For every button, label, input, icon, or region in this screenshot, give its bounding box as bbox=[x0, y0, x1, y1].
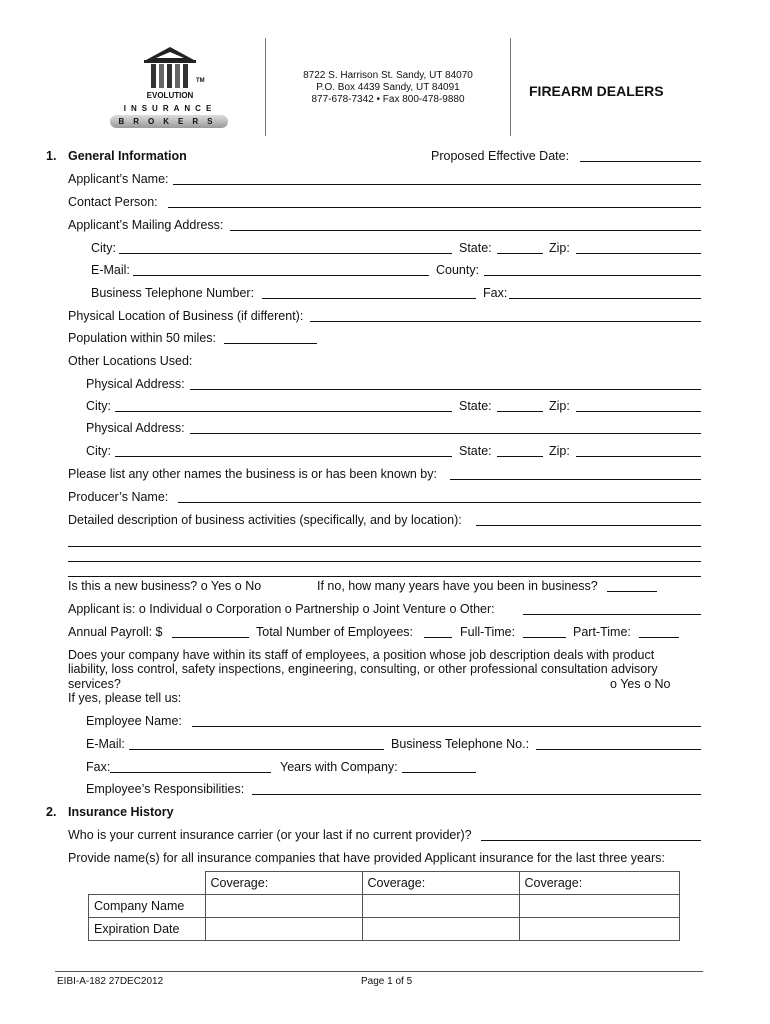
zip-2-label: Zip: bbox=[549, 399, 570, 413]
company-name-cell-1[interactable] bbox=[205, 895, 362, 918]
population-label: Population within 50 miles: bbox=[68, 331, 216, 345]
applicant-name-label: Applicant’s Name: bbox=[68, 172, 169, 186]
logo-tm: TM bbox=[196, 78, 205, 84]
physical-address-2-field[interactable] bbox=[190, 433, 701, 434]
physical-address-1-field[interactable] bbox=[190, 389, 701, 390]
years-with-company-label: Years with Company: bbox=[280, 760, 398, 774]
state-3-field[interactable] bbox=[497, 456, 543, 457]
footer-divider bbox=[55, 971, 703, 972]
description-field-3[interactable] bbox=[68, 561, 701, 562]
physical-location-label: Physical Location of Business (if different): bbox=[68, 309, 304, 323]
population-field[interactable] bbox=[224, 343, 317, 344]
expiration-date-cell-2[interactable] bbox=[362, 918, 519, 941]
company-name-cell-3[interactable] bbox=[519, 895, 680, 918]
table-row bbox=[89, 895, 680, 918]
email-field[interactable] bbox=[133, 275, 429, 276]
building-icon bbox=[108, 44, 232, 94]
city-label: City: bbox=[91, 241, 116, 255]
header-divider-right bbox=[510, 38, 511, 136]
other-names-label: Please list any other names the business is or has been known by: bbox=[68, 467, 437, 481]
zip-3-label: Zip: bbox=[549, 444, 570, 458]
expiration-date-row-label: Expiration Date bbox=[89, 918, 206, 941]
years-in-business-field[interactable] bbox=[607, 591, 657, 592]
address-line-1: 8722 S. Harrison St. Sandy, UT 84070 bbox=[303, 70, 473, 81]
city-3-field[interactable] bbox=[115, 456, 452, 457]
city-3-label: City: bbox=[86, 444, 111, 458]
table-row bbox=[89, 918, 680, 941]
section-2-number: 2. bbox=[46, 805, 57, 819]
employee-phone-label: Business Telephone No.: bbox=[391, 737, 530, 751]
zip-label: Zip: bbox=[549, 241, 570, 255]
fax-label: Fax: bbox=[483, 286, 508, 300]
new-business-question[interactable]: Is this a new business? o Yes o No bbox=[68, 579, 262, 593]
total-employees-label: Total Number of Employees: bbox=[256, 625, 414, 639]
form-title: FIREARM DEALERS bbox=[529, 83, 664, 99]
employee-name-field[interactable] bbox=[192, 726, 701, 727]
section-2-title: Insurance History bbox=[68, 805, 174, 819]
part-time-label: Part-Time: bbox=[573, 625, 631, 639]
if-yes-label: If yes, please tell us: bbox=[68, 691, 182, 705]
full-time-field[interactable] bbox=[523, 637, 566, 638]
business-phone-field[interactable] bbox=[262, 298, 476, 299]
zip-3-field[interactable] bbox=[576, 456, 701, 457]
physical-address-2-label: Physical Address: bbox=[86, 421, 185, 435]
description-field-1[interactable] bbox=[476, 525, 701, 526]
header-divider-left bbox=[265, 38, 266, 136]
section-1-number: 1. bbox=[46, 149, 57, 163]
state-3-label: State: bbox=[459, 444, 492, 458]
employee-name-label: Employee Name: bbox=[86, 714, 182, 728]
coverage-header-2: Coverage: bbox=[362, 872, 519, 895]
description-label: Detailed description of business activities (specifically, and by location): bbox=[68, 513, 462, 527]
form-id: EIBI-A-182 27DEC2012 bbox=[57, 976, 164, 987]
employee-fax-label: Fax: bbox=[86, 760, 111, 774]
other-locations-label: Other Locations Used: bbox=[68, 354, 193, 368]
company-name-cell-2[interactable] bbox=[362, 895, 519, 918]
applicant-name-field[interactable] bbox=[173, 184, 701, 185]
years-in-business-label: If no, how many years have you been in business? bbox=[317, 579, 598, 593]
state-label: State: bbox=[459, 241, 492, 255]
address-line-2: P.O. Box 4439 Sandy, UT 84091 bbox=[316, 82, 460, 93]
current-carrier-label: Who is your current insurance carrier (or your last if no current provider)? bbox=[68, 828, 472, 842]
contact-person-field[interactable] bbox=[168, 207, 701, 208]
city-2-field[interactable] bbox=[115, 411, 452, 412]
annual-payroll-label: Annual Payroll: $ bbox=[68, 625, 163, 639]
insurance-history-table bbox=[88, 871, 680, 941]
effective-date-field[interactable] bbox=[580, 161, 701, 162]
employee-phone-field[interactable] bbox=[536, 749, 701, 750]
logo-insurance: INSURANCE bbox=[123, 104, 217, 113]
state-2-label: State: bbox=[459, 399, 492, 413]
employee-fax-field[interactable] bbox=[110, 772, 271, 773]
effective-date-label: Proposed Effective Date: bbox=[431, 149, 570, 163]
responsibilities-field[interactable] bbox=[252, 794, 701, 795]
applicant-type-options[interactable]: Applicant is: o Individual o Corporation o Partnership o Joint Venture o Other: bbox=[68, 602, 495, 616]
staff-question-line-3: services? bbox=[68, 677, 121, 691]
staff-question-line-2: liability, loss control, safety inspections, engineering, consulting, or other professional consultation advisory bbox=[68, 662, 658, 676]
applicant-other-field[interactable] bbox=[523, 614, 701, 615]
other-names-field[interactable] bbox=[450, 479, 701, 480]
state-2-field[interactable] bbox=[497, 411, 543, 412]
zip-field[interactable] bbox=[576, 253, 701, 254]
logo-evolution: EVOLUTION bbox=[146, 91, 194, 100]
provide-names-label: Provide name(s) for all insurance companies that have provided Applicant insurance for the last three years: bbox=[68, 851, 665, 865]
coverage-header-1: Coverage: bbox=[205, 872, 362, 895]
business-phone-label: Business Telephone Number: bbox=[91, 286, 255, 300]
physical-location-field[interactable] bbox=[310, 321, 701, 322]
address-line-3: 877-678-7342 • Fax 800-478-9880 bbox=[311, 94, 465, 105]
city-field[interactable] bbox=[119, 253, 452, 254]
producer-name-label: Producer’s Name: bbox=[68, 490, 169, 504]
mailing-address-field[interactable] bbox=[230, 230, 701, 231]
page-number: Page 1 of 5 bbox=[361, 976, 413, 987]
staff-yes-no-options[interactable]: o Yes o No bbox=[610, 677, 671, 691]
logo-brokers: BROKERS bbox=[118, 117, 222, 126]
annual-payroll-field[interactable] bbox=[172, 637, 249, 638]
state-field[interactable] bbox=[497, 253, 543, 254]
producer-name-field[interactable] bbox=[178, 502, 701, 503]
table-corner-cell bbox=[89, 872, 206, 895]
county-field[interactable] bbox=[484, 275, 701, 276]
expiration-date-cell-3[interactable] bbox=[519, 918, 680, 941]
company-logo bbox=[108, 44, 232, 130]
years-with-company-field[interactable] bbox=[402, 772, 476, 773]
employee-email-label: E-Mail: bbox=[86, 737, 125, 751]
employee-email-field[interactable] bbox=[129, 749, 384, 750]
company-name-row-label: Company Name bbox=[89, 895, 206, 918]
section-1-title: General Information bbox=[68, 149, 187, 163]
contact-person-label: Contact Person: bbox=[68, 195, 158, 209]
zip-2-field[interactable] bbox=[576, 411, 701, 412]
staff-question-line-1: Does your company have within its staff of employees, a position whose job description deals with product bbox=[68, 648, 655, 662]
county-label: County: bbox=[436, 263, 480, 277]
mailing-address-label: Applicant’s Mailing Address: bbox=[68, 218, 224, 232]
full-time-label: Full-Time: bbox=[460, 625, 516, 639]
email-label: E-Mail: bbox=[91, 263, 130, 277]
coverage-header-3: Coverage: bbox=[519, 872, 680, 895]
expiration-date-cell-1[interactable] bbox=[205, 918, 362, 941]
total-employees-field[interactable] bbox=[424, 637, 452, 638]
city-2-label: City: bbox=[86, 399, 111, 413]
current-carrier-field[interactable] bbox=[481, 840, 701, 841]
table-header-row bbox=[89, 872, 680, 895]
responsibilities-label: Employee’s Responsibilities: bbox=[86, 782, 245, 796]
part-time-field[interactable] bbox=[639, 637, 679, 638]
physical-address-1-label: Physical Address: bbox=[86, 377, 185, 391]
fax-field[interactable] bbox=[509, 298, 701, 299]
description-field-4[interactable] bbox=[68, 576, 701, 577]
description-field-2[interactable] bbox=[68, 546, 701, 547]
